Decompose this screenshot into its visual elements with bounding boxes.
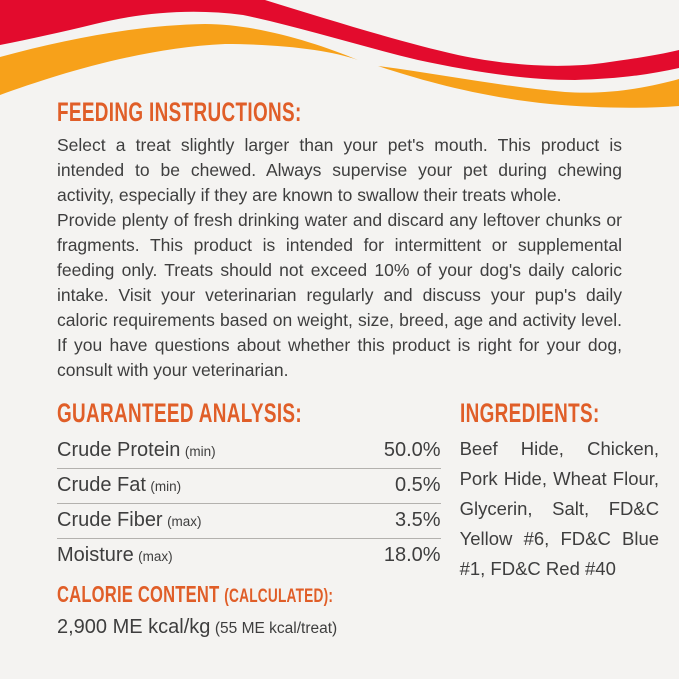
nutrient-qualifier: (max) xyxy=(167,514,202,529)
nutrient-value: 0.5% xyxy=(394,474,441,496)
analysis-row-label xyxy=(57,474,181,497)
table-row xyxy=(57,504,441,539)
wave-orange-left-swoosh xyxy=(0,24,358,95)
label-content xyxy=(57,97,660,639)
nutrient-value: 3.5% xyxy=(394,509,441,531)
feeding-instructions-paragraph-1: Select a treat slightly larger than your pet's mouth. This product is intended to be chewed. Always supervise your pet during chewing activity, especially if they are known to swallow their treats whole. xyxy=(57,135,622,205)
table-row xyxy=(57,434,441,469)
ingredients-list: Beef Hide, Chicken, Pork Hide, Wheat Flour, Glycerin, Salt, FD&C Yellow #6, FD&C Blue #1, FD&C Red #40 xyxy=(459,438,660,579)
calorie-value-note: (55 ME kcal/treat) xyxy=(214,620,338,637)
table-row xyxy=(57,469,441,504)
lower-columns xyxy=(57,398,660,639)
feeding-instructions-heading: FEEDING INSTRUCTIONS: xyxy=(57,97,302,127)
calorie-content-heading-row xyxy=(57,582,441,608)
guaranteed-analysis-column xyxy=(57,400,441,639)
nutrient-name: Moisture xyxy=(57,544,134,566)
ingredients-heading: INGREDIENTS: xyxy=(459,398,600,428)
ingredients-column xyxy=(460,400,660,639)
nutrient-name: Crude Fat xyxy=(57,474,146,496)
analysis-row-label xyxy=(57,544,173,567)
table-row xyxy=(57,539,441,573)
calorie-content-heading-note: (CALCULATED): xyxy=(224,586,334,607)
guaranteed-analysis-heading-row xyxy=(57,400,441,430)
nutrient-name: Crude Fiber xyxy=(57,509,163,531)
nutrient-qualifier: (max) xyxy=(138,549,173,564)
calorie-value-line xyxy=(57,616,441,639)
feeding-instructions-paragraph-2: Provide plenty of fresh drinking water and discard any leftover chunks or fragments. This product is intended for intermittent or supplemental feeding only. Treats should not exceed 10% of your dog's daily caloric intake. Visit your veterinarian regularly and discuss your pup's daily caloric requirements based on weight, size, breed, age and activity level. If you have questions about whether this product is right for your dog, consult with your veterinarian. xyxy=(57,210,622,380)
calorie-value: 2,900 ME kcal/kg xyxy=(57,616,211,638)
nutrient-value: 50.0% xyxy=(383,439,441,461)
ingredients-heading-row xyxy=(460,400,660,430)
nutrient-qualifier: (min) xyxy=(184,444,216,459)
analysis-row-label xyxy=(57,509,202,532)
feeding-instructions-heading-row xyxy=(57,99,622,129)
calorie-content-heading-main: CALORIE CONTENT xyxy=(57,581,220,607)
nutrient-qualifier: (min) xyxy=(150,479,182,494)
nutrient-name: Crude Protein xyxy=(57,439,181,461)
nutrient-value: 18.0% xyxy=(383,544,441,566)
analysis-row-label xyxy=(57,439,216,462)
guaranteed-analysis-table xyxy=(57,434,441,573)
guaranteed-analysis-heading: GUARANTEED ANALYSIS: xyxy=(57,398,303,428)
calorie-content-heading xyxy=(57,582,333,609)
